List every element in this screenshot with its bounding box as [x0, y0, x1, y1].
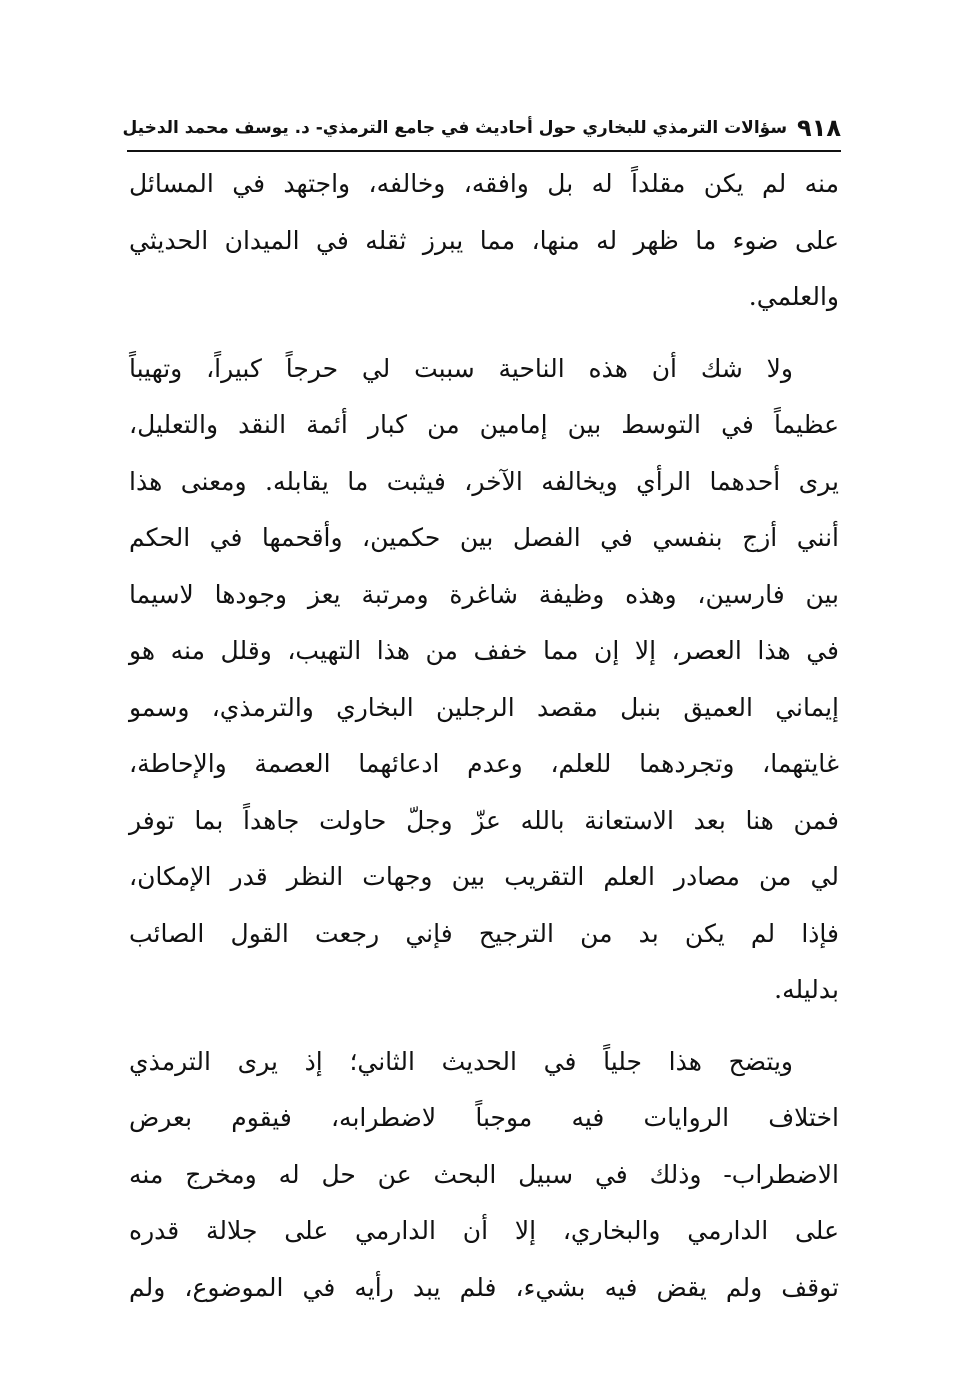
- paragraph-1: [129, 156, 839, 326]
- text-line: اختلاف الروايات فيه موجباً لاضطرابه، فيقوم بعرض: [129, 1103, 839, 1132]
- text-line: ولا شك أن هذه الناحية سببت لي حرجاً كبيراً، وتهيباً: [129, 353, 793, 383]
- paragraph-3: [129, 1034, 839, 1317]
- text-line: منه لم يكن مقلداً له بل وافقه، وخالفه، واجتهد في المسائل: [129, 169, 839, 198]
- text-line: فمن هنا بعد الاستعانة بالله عزّ وجلّ حاولت جاهداً بما توفر: [129, 805, 839, 835]
- text-line: أنني أزج بنفسي في الفصل بين حكمين، وأقحمها في الحكم: [129, 523, 839, 552]
- text-line: ويتضح هذا جلياً في الحديث الثاني؛ إذ يرى الترمذي: [129, 1046, 793, 1076]
- text-line: يرى أحدهما الرأي ويخالفه الآخر، فيثبت ما يقابله. ومعنى هذا: [129, 466, 839, 496]
- text-line: بين فارسين، وهذه وظيفة شاغرة ومرتبة يعز وجودها لاسيما: [129, 579, 839, 609]
- text-line: والعلمي.: [748, 282, 839, 311]
- text-line: بدليله.: [774, 975, 839, 1004]
- running-title: سؤالات الترمذي للبخاري حول أحاديث في جامع الترمذي- د. يوسف محمد الدخيل: [122, 118, 788, 138]
- text-line: لي من مصادر العلم التقريب بين وجهات النظر قدر الإمكان،: [129, 862, 839, 891]
- text-line: غايتهما، وتجردهما للعلم، وعدم ادعائهما العصمة والإحاطة،: [129, 749, 839, 778]
- text-line: على ضوء ما ظهر له منها، مما يبرز ثقله في الميدان الحديثي: [129, 225, 839, 255]
- text-line: في هذا العصر، إلا إن مما خفف من هذا التهيب، وقلل منه هو: [129, 636, 839, 665]
- text-line: إيماني العميق بنبل مقصد الرجلين البخاري والترمذي، وسمو: [129, 692, 839, 722]
- text-line: على الدارمي والبخاري، إلا أن الدارمي على جلالة قدره: [129, 1216, 839, 1245]
- paragraph-2: [129, 341, 839, 1019]
- page-number: ٩١٨: [797, 114, 841, 142]
- header-rule: [127, 150, 841, 152]
- running-header: [122, 108, 841, 148]
- body-text: [129, 156, 839, 1316]
- text-line: عظيماً في التوسط بين إمامين من كبار أئمة النقد والتعليل،: [129, 410, 839, 439]
- text-line: الاضطراب- وذلك في سبيل البحث عن حل له ومخرج منه: [129, 1159, 839, 1189]
- text-line: توقف ولم يقض فيه بشيء، فلم يبد رأيه في الموضوع، ولم: [129, 1272, 839, 1302]
- text-line: فإذا لم يكن بد من الترجيح فإني رجعت القول الصائب: [129, 918, 839, 948]
